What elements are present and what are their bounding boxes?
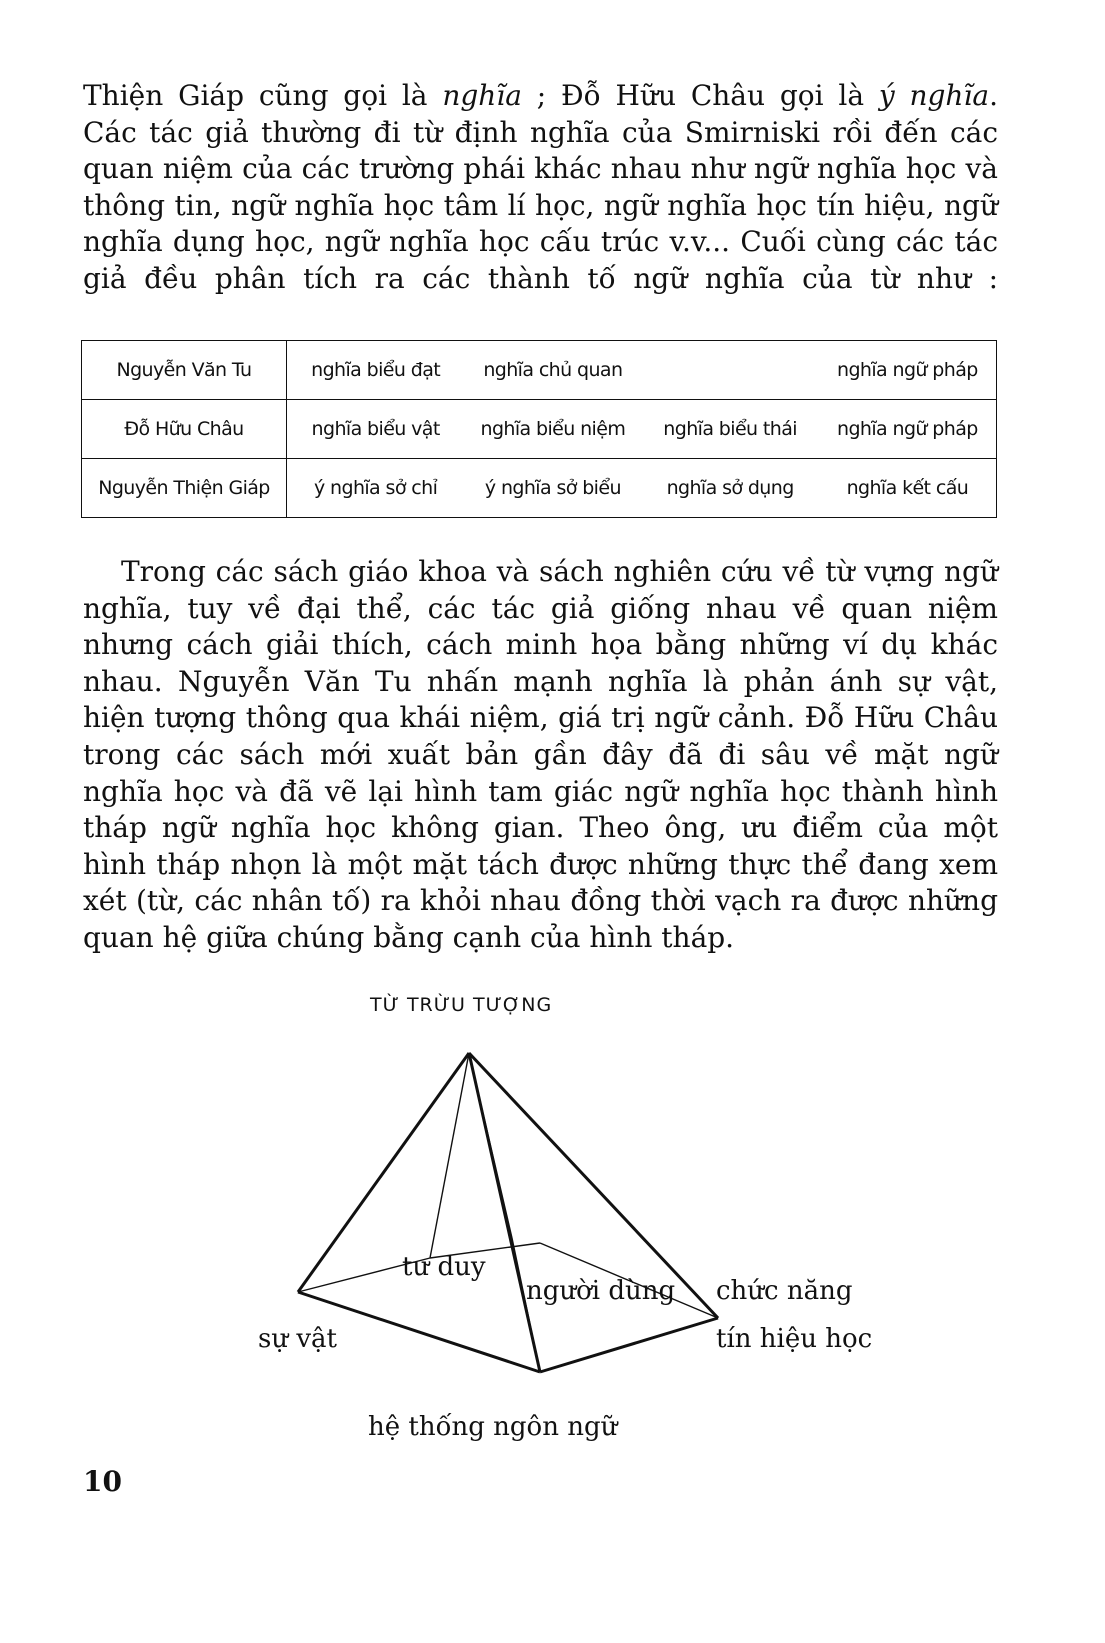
text-line: Thiện Giáp cũng gọi là nghĩa ; Đỗ Hữu Châu gọi là ý nghĩa. (83, 79, 998, 112)
pyramid-edge (690, 1288, 718, 1318)
term-cell: ý nghĩa sở chỉ (313, 477, 438, 499)
text-line: nhau. Nguyễn Văn Tu nhấn mạnh nghĩa là phản ánh sự vật, (83, 664, 998, 698)
term-cell: nghĩa biểu niệm (480, 418, 626, 440)
label-he-thong-ngon-ngu: hệ thống ngôn ngữ (368, 1412, 618, 1442)
pyramid-edge (540, 1318, 718, 1372)
term-cell: nghĩa biểu thái (663, 418, 797, 440)
term-cell: nghĩa chủ quan (483, 359, 623, 381)
text-line: quan hệ giữa chúng bằng cạnh của hình tháp. (83, 920, 735, 954)
page-number: 10 (83, 1465, 122, 1498)
term-cell: nghĩa kết cấu (846, 477, 969, 499)
text-line: nghĩa học và đã vẽ lại hình tam giác ngữ nghĩa học thành hình (83, 774, 998, 808)
text-line: hình tháp nhọn là một mặt tách được những thực thể đang xem (83, 847, 998, 881)
text-line: thông tin, ngữ nghĩa học tâm lí học, ngữ nghĩa học tín hiệu, ngữ (83, 188, 998, 222)
pyramid-edge-back (430, 1053, 469, 1258)
label-tu-duy: tư duy (402, 1252, 486, 1282)
pyramid-edge (469, 1053, 540, 1372)
text-line: hiện tượng thông qua khái niệm, giá trị ngữ cảnh. Đỗ Hữu Châu (83, 701, 998, 735)
label-chuc-nang: chức năng (716, 1276, 853, 1306)
text-line: Các tác giả thường đi từ định nghĩa của Smirniski rồi đến các (83, 115, 998, 149)
text-line: quan niệm của các trường phái khác nhau như ngữ nghĩa học và (83, 152, 998, 186)
term-cell: nghĩa biểu vật (311, 418, 440, 440)
text-line: trong các sách mới xuất bản gần đây đã đi sâu về mặt ngữ (83, 737, 998, 771)
term-cell: nghĩa ngữ pháp (837, 418, 978, 440)
text-line: Trong các sách giáo khoa và sách nghiên cứu về từ vựng ngữ (121, 555, 998, 588)
author-cell: Nguyễn Thiện Giáp (82, 459, 287, 518)
text-line: xét (từ, các nhân tố) ra khỏi nhau đồng thời vạch ra được những (83, 884, 998, 918)
term-cell: nghĩa biểu đạt (311, 359, 441, 381)
author-cell: Nguyễn Văn Tu (82, 341, 287, 400)
label-su-vat: sự vật (258, 1324, 337, 1354)
term-cell: nghĩa ngữ pháp (837, 359, 978, 381)
text-line: nghĩa, tuy về đại thể, các tác giả giống nhau về quan niệm (83, 591, 998, 625)
term-cell: ý nghĩa sở biểu (484, 477, 621, 499)
text-line: giả đều phân tích ra các thành tố ngữ nghĩa của từ như : (83, 261, 998, 295)
text-line: tháp ngữ nghĩa học không gian. Theo ông, ưu điểm của một (83, 811, 998, 845)
label-tin-hieu-hoc: tín hiệu học (716, 1324, 873, 1354)
term-cell: nghĩa sở dụng (666, 477, 794, 499)
text-line: nhưng cách giải thích, cách minh họa bằng những ví dụ khác (83, 628, 998, 662)
author-cell: Đỗ Hữu Châu (82, 400, 287, 459)
label-nguoi-dung: người dùng (526, 1276, 676, 1306)
diagram-apex-label: TỪ TRỪU TƯỢNG (370, 994, 553, 1016)
text-line: nghĩa dụng học, ngữ nghĩa học cấu trúc v.v... Cuối cùng các tác (83, 225, 998, 259)
